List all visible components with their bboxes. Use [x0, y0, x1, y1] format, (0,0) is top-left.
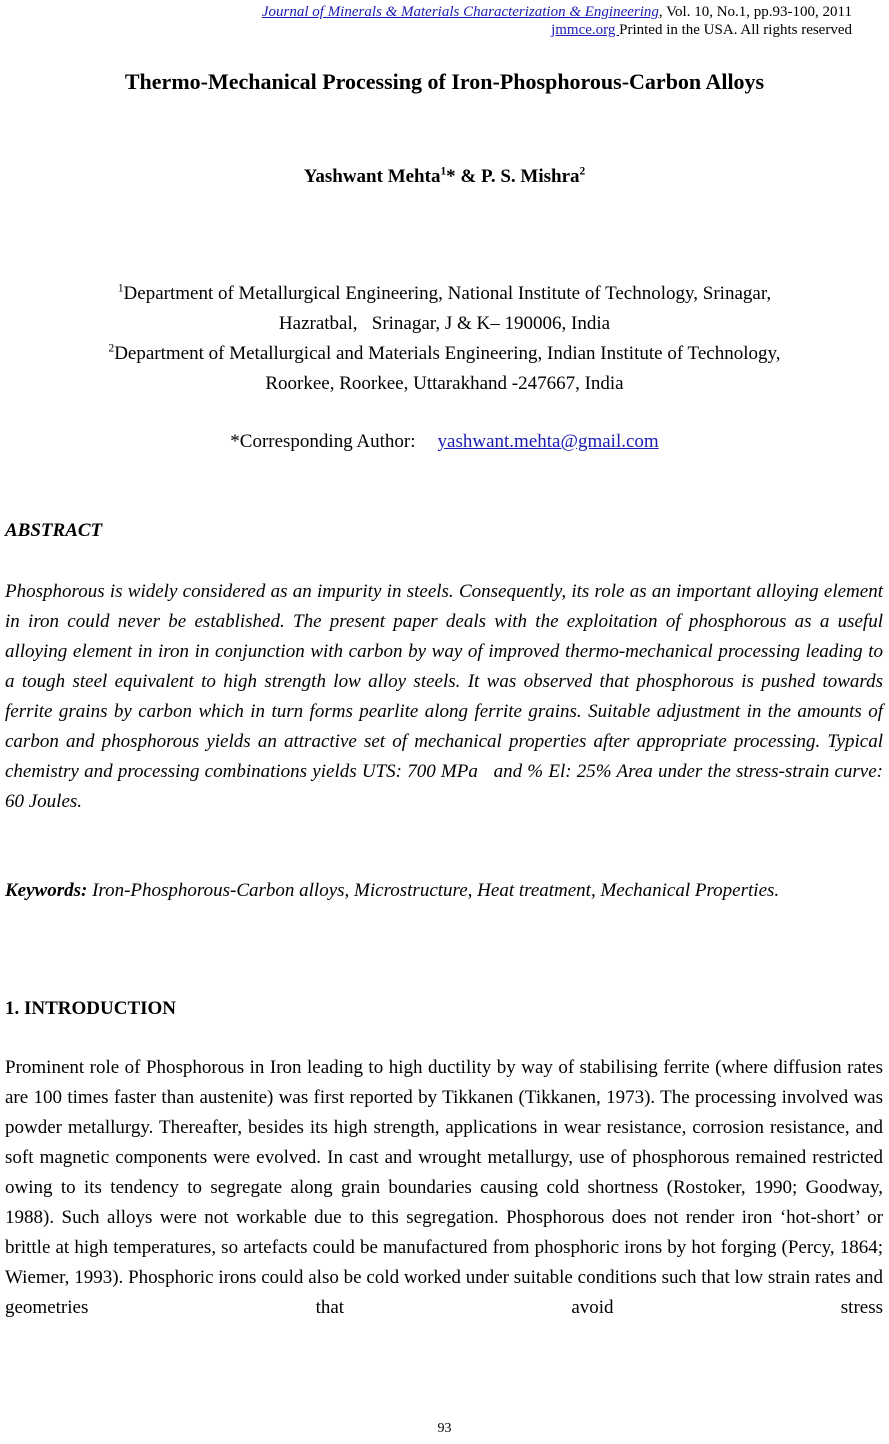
affil-line: Roorkee, Roorkee, Uttarakhand -247667, India	[265, 373, 624, 394]
introduction-heading: 1. INTRODUCTION	[5, 998, 177, 1019]
affiliation-1	[0, 279, 889, 339]
author-email-link[interactable]: yashwant.mehta@gmail.com	[437, 431, 659, 452]
affil-sup: 1	[117, 282, 124, 295]
keywords	[5, 876, 883, 906]
affil-line: Department of Metallurgical Engineering, National Institute of Technology, Srinagar,	[123, 283, 772, 304]
rights-text: Printed in the USA. All rights reserved	[619, 22, 852, 38]
jmmce-site-link[interactable]: jmmce.org	[551, 22, 620, 38]
affil-sup: 2	[108, 342, 115, 355]
abstract-body: Phosphorous is widely considered as an impurity in steels. Consequently, its role as an important alloying element in iron could never be established. The present paper deals with the exploitation of phosphorous as a useful alloying element in iron in conjunction with carbon by way of improved thermo-mechanical processing leading to a tough steel equivalent to high strength low alloy steels. It was observed that phosphorous is pushed towards ferrite grains by carbon which in turn forms pearlite along ferrite grains. Suitable adjustment in the amounts of carbon and phosphorous yields an attractive set of mechanical properties after appropriate processing. Typical chemistry and processing combinations yields UTS: 700 MPa and % El: 25% Area under the stress-strain curve: 60 Joules.	[5, 581, 888, 812]
author-name: P. S. Mishra	[480, 166, 580, 187]
journal-header	[262, 3, 852, 21]
keywords-label: Keywords:	[5, 880, 88, 901]
abstract-heading: ABSTRACT	[5, 520, 103, 541]
corresponding-mark: *	[446, 166, 456, 187]
corresponding-label: *Corresponding Author:	[230, 431, 416, 452]
affiliation-2	[0, 339, 889, 399]
journal-citation: , Vol. 10, No.1, pp.93-100, 2011	[658, 4, 852, 20]
author-affil-sup: 1	[440, 165, 447, 178]
journal-name-link[interactable]: Journal of Minerals & Materials Characterization & Engineering	[261, 4, 659, 20]
corresponding-author	[0, 429, 889, 455]
journal-rights-line	[551, 21, 852, 39]
author-list	[0, 165, 889, 189]
paper-title: Thermo-Mechanical Processing of Iron-Phosphorous-Carbon Alloys	[124, 69, 765, 94]
affil-line: Hazratbal, Srinagar, J & K– 190006, India	[278, 313, 611, 334]
author-affil-sup: 2	[579, 165, 586, 178]
affil-line: Department of Metallurgical and Materials Engineering, Indian Institute of Technology,	[114, 343, 781, 364]
author-separator: &	[455, 166, 481, 187]
page-number: 93	[437, 1421, 452, 1436]
keywords-text: Iron-Phosphorous-Carbon alloys, Microstructure, Heat treatment, Mechanical Properties.	[87, 880, 780, 901]
introduction-body: Prominent role of Phosphorous in Iron leading to high ductility by way of stabilising ferrite (where diffusion rates are 100 times faster than austenite) was first reported by Tikkanen (Tikkanen, 1973). The processing involved was powder metallurgy. Thereafter, besides its high strength, applications in wear resistance, corrosion resistance, and soft magnetic components were evolved. In cast and wrought metallurgy, use of phosphorous remained restricted owing to its tendency to segregate along grain boundaries causing cold shortness (Rostoker, 1990; Goodway, 1988). Such alloys were not workable due to this segregation. Phosphorous does not render iron ‘hot-short’ or brittle at high temperatures, so artefacts could be manufactured from phosphoric irons by hot forging (Percy, 1864; Wiemer, 1993). Phosphoric irons could also be cold worked under suitable conditions such that low strain rates and geometries that avoid stress	[5, 1057, 883, 1318]
author-name: Yashwant Mehta	[303, 166, 441, 187]
